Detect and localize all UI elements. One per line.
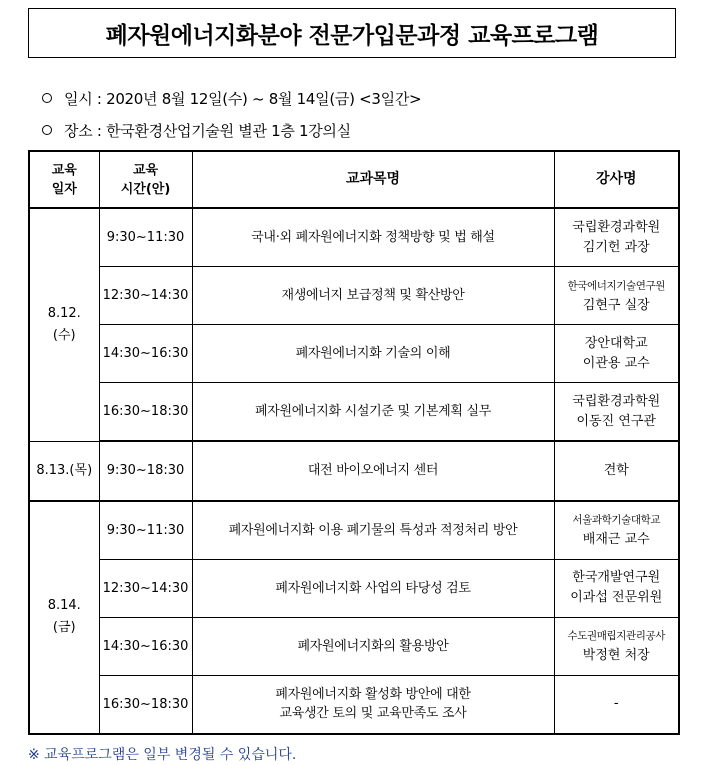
title-box: [28, 8, 676, 58]
time-cell: 14:30~16:30: [99, 325, 192, 383]
instructor-cell: 한국에너지기술연구원 김현구 실장: [554, 267, 679, 325]
course-cell: 폐자원에너지화의 활용방안: [192, 617, 554, 675]
course-cell: 폐자원에너지화 사업의 타당성 검토: [192, 559, 554, 617]
info-date: [42, 88, 421, 109]
instructor-cell: 국립환경과학원 김기헌 과장: [554, 208, 679, 267]
course-cell: 폐자원에너지화 기술의 이해: [192, 325, 554, 383]
table-row: [29, 559, 679, 617]
instructor-cell: -: [554, 675, 679, 734]
table-row: [29, 617, 679, 675]
course-cell: 폐자원에너지화 시설기준 및 기본계획 실무: [192, 383, 554, 442]
time-cell: 16:30~18:30: [99, 383, 192, 442]
course-cell: 국내·외 폐자원에너지화 정책방향 및 법 해설: [192, 208, 554, 267]
course-cell: 폐자원에너지화 활성화 방안에 대한 교육생간 토의 및 교육만족도 조사: [192, 675, 554, 734]
table-row: [29, 675, 679, 734]
time-cell: 9:30~11:30: [99, 208, 192, 267]
instructor-cell: 수도권매립지관리공사 박정현 처장: [554, 617, 679, 675]
time-cell: 12:30~14:30: [99, 267, 192, 325]
time-cell: 9:30~18:30: [99, 441, 192, 501]
circle-bullet-icon: [42, 93, 52, 103]
header-time: 교육 시간(안): [99, 151, 192, 208]
footnote: ※ 교육프로그램은 일부 변경될 수 있습니다.: [28, 747, 297, 763]
instructor-cell: 한국개발연구원 이과섭 전문위원: [554, 559, 679, 617]
info-date-text: 일시 : 2020년 8월 12일(수) ~ 8월 14일(금) <3일간>: [64, 90, 422, 108]
time-cell: 14:30~16:30: [99, 617, 192, 675]
course-cell: 폐자원에너지화 이용 폐기물의 특성과 적정처리 방안: [192, 501, 554, 560]
day-cell: 8.13.(목): [29, 441, 99, 501]
instructor-cell: 견학: [554, 441, 679, 501]
course-cell: 대전 바이오에너지 센터: [192, 441, 554, 501]
instructor-cell: 국립환경과학원 이동진 연구관: [554, 383, 679, 442]
header-day: 교육 일자: [29, 151, 99, 208]
table-row: [29, 325, 679, 383]
table-row: [29, 383, 679, 442]
table-header-row: [29, 151, 679, 208]
course-cell: 재생에너지 보급정책 및 확산방안: [192, 267, 554, 325]
table-row: [29, 267, 679, 325]
instructor-cell: 서울과학기술대학교 배재근 교수: [554, 501, 679, 560]
table-row: [29, 501, 679, 560]
page-title: 폐자원에너지화분야 전문가입문과정 교육프로그램: [105, 22, 599, 49]
info-place: [42, 120, 351, 141]
day-cell: 8.12. (수): [29, 208, 99, 441]
table-row: [29, 441, 679, 501]
table-row: [29, 208, 679, 267]
schedule-table: [28, 150, 680, 735]
day-cell: 8.14. (금): [29, 501, 99, 734]
header-course: 교과목명: [192, 151, 554, 208]
time-cell: 9:30~11:30: [99, 501, 192, 560]
circle-bullet-icon: [42, 125, 52, 135]
instructor-cell: 장안대학교 이관용 교수: [554, 325, 679, 383]
header-instructor: 강사명: [554, 151, 679, 208]
info-place-text: 장소 : 한국환경산업기술원 별관 1층 1강의실: [64, 122, 351, 140]
time-cell: 16:30~18:30: [99, 675, 192, 734]
time-cell: 12:30~14:30: [99, 559, 192, 617]
